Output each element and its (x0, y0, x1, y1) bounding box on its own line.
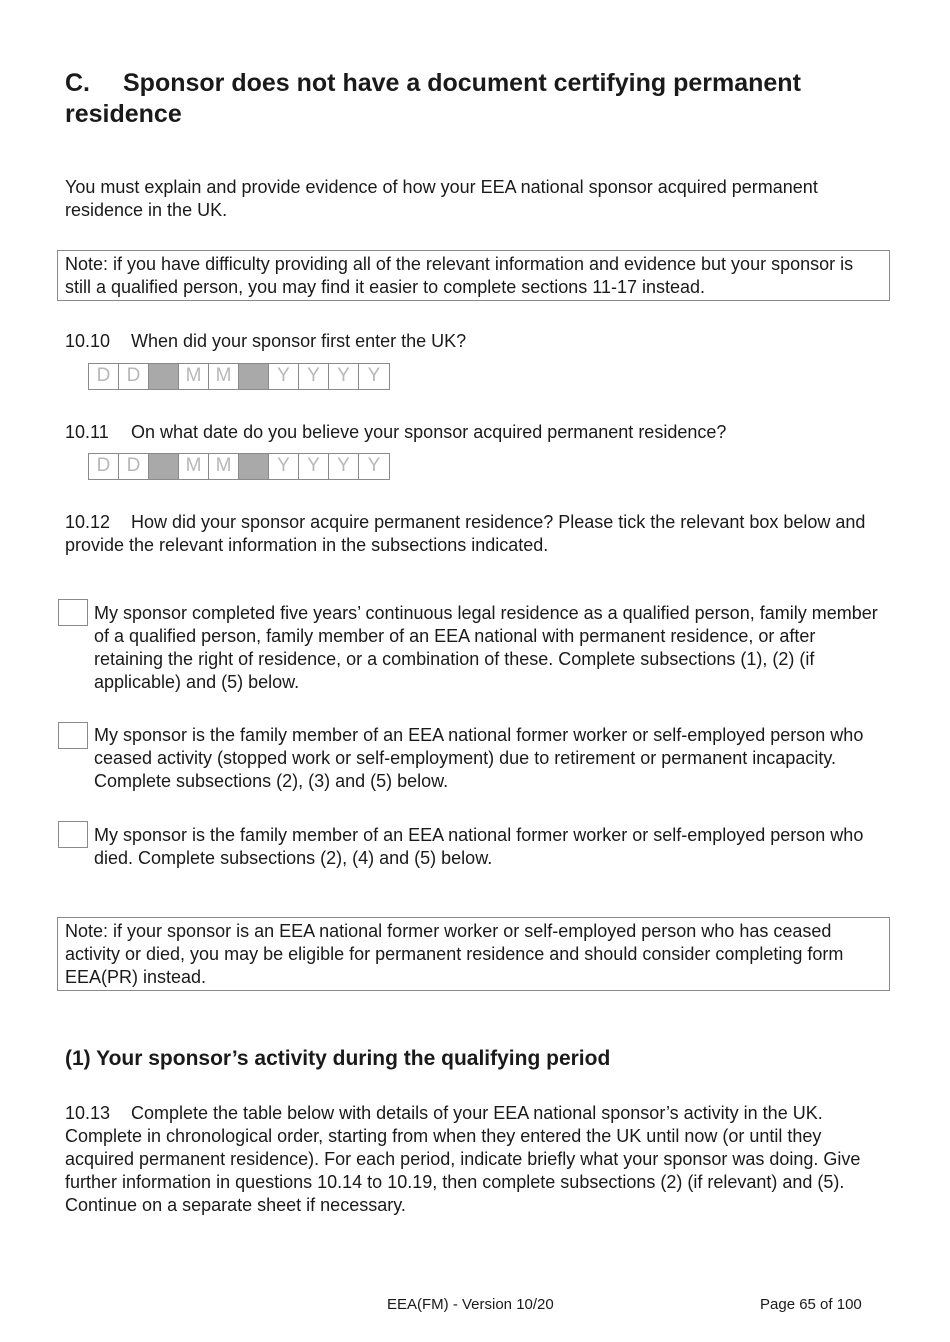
date-separator (149, 364, 179, 389)
question-text: Complete the table below with details of your EEA national sponsor’s activity in the UK. Complete in chronological order, starting from when they entered the UK until now (or until they acquired permanent residence). For each period, indicate briefly what your sponsor was doing. Give further information in questions 10.14 to 10.19, then complete subsections (2) (if relevant) and (5). Continue on a separate sheet if necessary. (65, 1103, 861, 1215)
subsection-1-title: (1) Your sponsor’s activity during the qualifying period (65, 1047, 611, 1070)
footer-form-version: EEA(FM) - Version 10/20 (387, 1296, 554, 1313)
month-digit-2[interactable]: M (209, 364, 239, 389)
month-digit-1[interactable]: M (179, 364, 209, 389)
option-five-years-text: My sponsor completed five years’ continuous legal residence as a qualified person, family member of a qualified person, family member of an EEA national with permanent residence, or after retaining the right of residence, or a combination of these. Complete subsections (1), (2) (if applicable) and (5) below. (94, 603, 878, 692)
section-letter: C. (65, 69, 90, 97)
question-10-12 (65, 511, 890, 557)
option-died-checkbox[interactable] (58, 821, 88, 848)
option-ceased-activity-checkbox[interactable] (58, 722, 88, 749)
year-digit-1[interactable]: Y (269, 364, 299, 389)
question-text: On what date do you believe your sponsor acquired permanent residence? (131, 422, 727, 442)
day-digit-1[interactable]: D (89, 364, 119, 389)
question-text: When did your sponsor first enter the UK? (131, 331, 467, 351)
question-number: 10.12 (65, 512, 111, 532)
question-number: 10.10 (65, 331, 111, 351)
date-input-10-10[interactable] (88, 363, 390, 390)
option-five-years-checkbox[interactable] (58, 599, 88, 626)
note-eea-pr: Note: if your sponsor is an EEA national former worker or self-employed person who has ceased activity or died, you may be eligible for permanent residence and should consider completing form EEA(PR) instead. (57, 917, 890, 991)
day-digit-2[interactable]: D (119, 454, 149, 479)
section-title: Sponsor does not have a document certifying permanent residence (65, 69, 801, 128)
question-10-11 (65, 421, 885, 444)
intro-text: You must explain and provide evidence of how your EEA national sponsor acquired permanent residence in the UK. (65, 177, 818, 220)
day-digit-2[interactable]: D (119, 364, 149, 389)
year-digit-3[interactable]: Y (329, 364, 359, 389)
option-died-text: My sponsor is the family member of an EEA national former worker or self-employed person who died. Complete subsections (2), (4) and (5) below. (94, 825, 864, 868)
month-digit-1[interactable]: M (179, 454, 209, 479)
year-digit-3[interactable]: Y (329, 454, 359, 479)
year-digit-4[interactable]: Y (367, 455, 381, 476)
date-separator (239, 454, 269, 479)
question-10-13 (65, 1102, 885, 1217)
question-10-10 (65, 330, 885, 353)
day-digit-1[interactable]: D (89, 454, 119, 479)
year-digit-2[interactable]: Y (299, 364, 329, 389)
date-separator (149, 454, 179, 479)
note-sections-11-17: Note: if you have difficulty providing all of the relevant information and evidence but your sponsor is still a qualified person, you may find it easier to complete sections 11-17 instead. (57, 250, 890, 301)
option-ceased-activity-text: My sponsor is the family member of an EEA national former worker or self-employed person who ceased activity (stopped work or self-employment) due to retirement or permanent incapacity. Complete subsections (2), (3) and (5) below. (94, 725, 864, 791)
year-digit-2[interactable]: Y (299, 454, 329, 479)
month-digit-2[interactable]: M (209, 454, 239, 479)
date-input-10-11[interactable] (88, 453, 390, 480)
year-digit-1[interactable]: Y (269, 454, 299, 479)
year-digit-4[interactable]: Y (367, 365, 381, 386)
question-text: How did your sponsor acquire permanent residence? Please tick the relevant box below and provide the relevant information in the subsections indicated. (65, 512, 866, 555)
question-number: 10.11 (65, 422, 109, 442)
question-number: 10.13 (65, 1103, 111, 1123)
date-separator (239, 364, 269, 389)
section-heading (65, 68, 885, 130)
footer-page-number: Page 65 of 100 (760, 1296, 862, 1313)
